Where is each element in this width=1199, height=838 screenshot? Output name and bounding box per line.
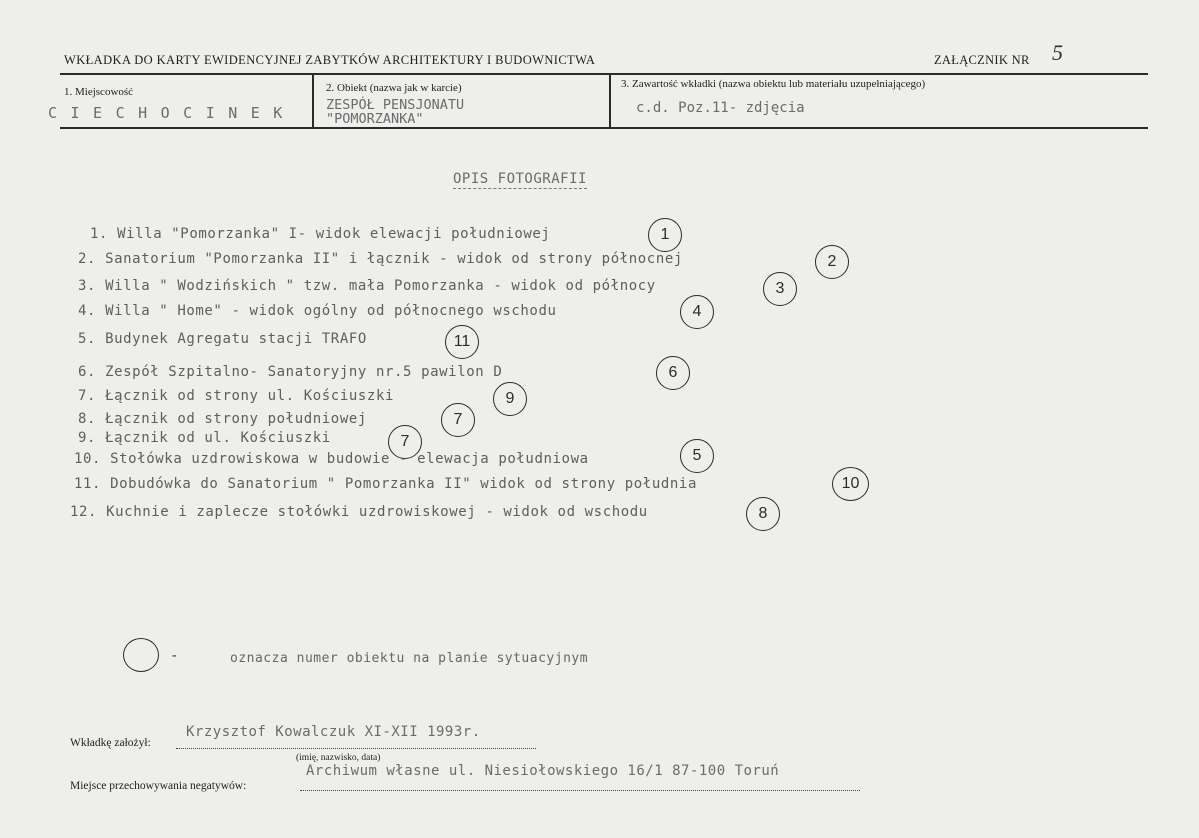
list-item: 6. Zespół Szpitalno- Sanatoryjny nr.5 pawilon D bbox=[78, 364, 503, 380]
negatives-value: Archiwum własne ul. Niesiołowskiego 16/1 87-100 Toruń bbox=[306, 763, 780, 779]
list-item: 8. Łącznik od strony południowej bbox=[78, 411, 367, 427]
list-item: 3. Willa " Wodzińskich " tzw. mała Pomorzanka - widok od północy bbox=[78, 278, 656, 294]
section-title: OPIS FOTOGRAFII bbox=[453, 171, 587, 187]
header-rule bbox=[60, 73, 1148, 75]
object-marker: 5 bbox=[680, 439, 714, 473]
list-item: 2. Sanatorium "Pomorzanka II" i łącznik - widok od strony północnej bbox=[78, 251, 683, 267]
location-value: CIECHOCINEK bbox=[48, 104, 296, 122]
card-title: WKŁADKA DO KARTY EWIDENCYJNEJ ZABYTKÓW ARCHITEKTURY I BUDOWNICTWA bbox=[64, 53, 596, 67]
object-value bbox=[326, 98, 464, 126]
list-item: 10. Stołówka uzdrowiskowa w budowie - elewacja południowa bbox=[74, 451, 589, 467]
attachment-number: 5 bbox=[1052, 40, 1063, 65]
object-value-line2: "POMORZANKA" bbox=[326, 111, 424, 127]
object-marker: 8 bbox=[746, 497, 780, 531]
content-value: c.d. Poz.11- zdjęcia bbox=[636, 100, 805, 116]
object-marker: 6 bbox=[656, 356, 690, 390]
fields-rule bbox=[60, 127, 1148, 129]
object-marker: 9 bbox=[493, 382, 527, 416]
object-marker: 3 bbox=[763, 272, 797, 306]
field-divider-2 bbox=[609, 73, 611, 129]
author-hint: (imię, nazwisko, data) bbox=[296, 753, 381, 763]
list-item: 12. Kuchnie i zaplecze stołówki uzdrowiskowej - widok od wschodu bbox=[70, 504, 648, 520]
content-label: 3. Zawartość wkładki (nazwa obiektu lub materiału uzupełniającego) bbox=[621, 78, 926, 90]
author-value: Krzysztof Kowalczuk XI-XII 1993r. bbox=[186, 724, 481, 740]
negatives-label: Miejsce przechowywania negatywów: bbox=[70, 780, 247, 792]
object-marker: 1 bbox=[648, 218, 682, 252]
object-marker: 4 bbox=[680, 295, 714, 329]
object-value-line1: ZESPÓŁ PENSJONATU bbox=[326, 97, 465, 113]
legend-dash: - bbox=[170, 648, 179, 664]
object-marker: 10 bbox=[832, 467, 869, 501]
negatives-line bbox=[300, 790, 860, 791]
object-marker: 2 bbox=[815, 245, 849, 279]
legend-circle-icon bbox=[123, 638, 159, 672]
legend-text: oznacza numer obiektu na planie sytuacyjnym bbox=[230, 651, 589, 666]
object-marker: 11 bbox=[445, 325, 479, 359]
object-marker: 7 bbox=[441, 403, 475, 437]
author-line bbox=[176, 748, 536, 749]
list-item: 1. Willa "Pomorzanka" I- widok elewacji południowej bbox=[90, 226, 551, 242]
object-label: 2. Obiekt (nazwa jak w karcie) bbox=[326, 82, 462, 94]
author-label: Wkładkę założył: bbox=[70, 737, 151, 749]
location-label: 1. Miejscowość bbox=[64, 86, 134, 98]
object-marker: 7 bbox=[388, 425, 422, 459]
list-item: 5. Budynek Agregatu stacji TRAFO bbox=[78, 331, 367, 347]
list-item: 9. Łącznik od ul. Kościuszki bbox=[78, 430, 331, 446]
list-item: 7. Łącznik od strony ul. Kościuszki bbox=[78, 388, 395, 404]
list-item: 4. Willa " Home" - widok ogólny od północnego wschodu bbox=[78, 303, 557, 319]
attachment-label: ZAŁĄCZNIK NR bbox=[934, 53, 1030, 67]
field-divider-1 bbox=[312, 73, 314, 129]
list-item: 11. Dobudówka do Sanatorium " Pomorzanka II" widok od strony południa bbox=[74, 476, 697, 492]
